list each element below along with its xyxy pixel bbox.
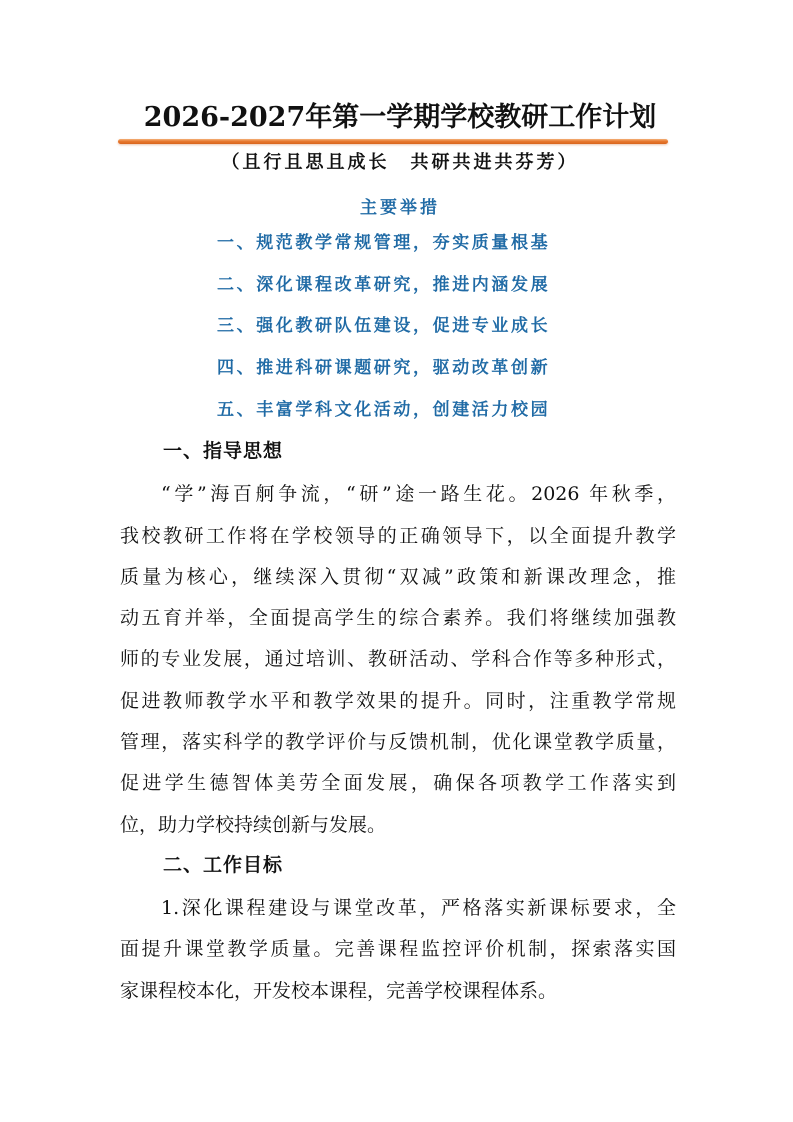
measure-item-5: 五、丰富学科文化活动，创建活力校园 bbox=[217, 400, 551, 420]
paragraph-line: 质量为核心，继续深入贯彻“双减”政策和新课改理念，推 bbox=[120, 566, 676, 588]
paragraph-line: 1.深化课程建设与课堂改革，严格落实新课标要求，全 bbox=[161, 897, 676, 919]
paragraph-line: 促进教师教学水平和教学效果的提升。同时，注重教学常规 bbox=[120, 690, 676, 712]
measure-item-3: 三、强化教研队伍建设，促进专业成长 bbox=[217, 316, 551, 336]
document-subtitle: （且行且思且成长 共研共进共芬芳） bbox=[221, 152, 579, 173]
document-title: 2026-2027年第一学期学校教研工作计划 bbox=[143, 102, 657, 133]
paragraph-line: 面提升课堂教学质量。完善课程监控评价机制，探索落实国 bbox=[120, 938, 676, 960]
section-heading-work-goals: 二、工作目标 bbox=[163, 854, 284, 876]
paragraph-line: 管理，落实科学的教学评价与反馈机制，优化课堂教学质量， bbox=[120, 731, 676, 753]
paragraph-line: 我校教研工作将在学校领导的正确领导下，以全面提升教学 bbox=[120, 525, 676, 547]
measure-item-1: 一、规范教学常规管理，夯实质量根基 bbox=[217, 233, 551, 253]
paragraph-line: 家课程校本化，开发校本课程，完善学校课程体系。 bbox=[120, 980, 558, 1002]
measure-item-4: 四、推进科研课题研究，驱动改革创新 bbox=[217, 358, 551, 378]
measures-heading: 主要举措 bbox=[360, 198, 440, 218]
paragraph-line: 促进学生德智体美劳全面发展，确保各项教学工作落实到 bbox=[120, 772, 676, 794]
paragraph-line: “学”海百舸争流，“研”途一路生花。2026 年秋季， bbox=[161, 483, 676, 505]
paragraph-line: 位，助力学校持续创新与发展。 bbox=[120, 814, 387, 836]
section-heading-guiding-ideology: 一、指导思想 bbox=[163, 440, 284, 462]
measure-item-2: 二、深化课程改革研究，推进内涵发展 bbox=[217, 275, 551, 295]
title-underline bbox=[118, 139, 668, 144]
paragraph-line: 师的专业发展，通过培训、教研活动、学科合作等多种形式， bbox=[120, 648, 676, 670]
paragraph-line: 动五育并举，全面提高学生的综合素养。我们将继续加强教 bbox=[120, 607, 676, 629]
